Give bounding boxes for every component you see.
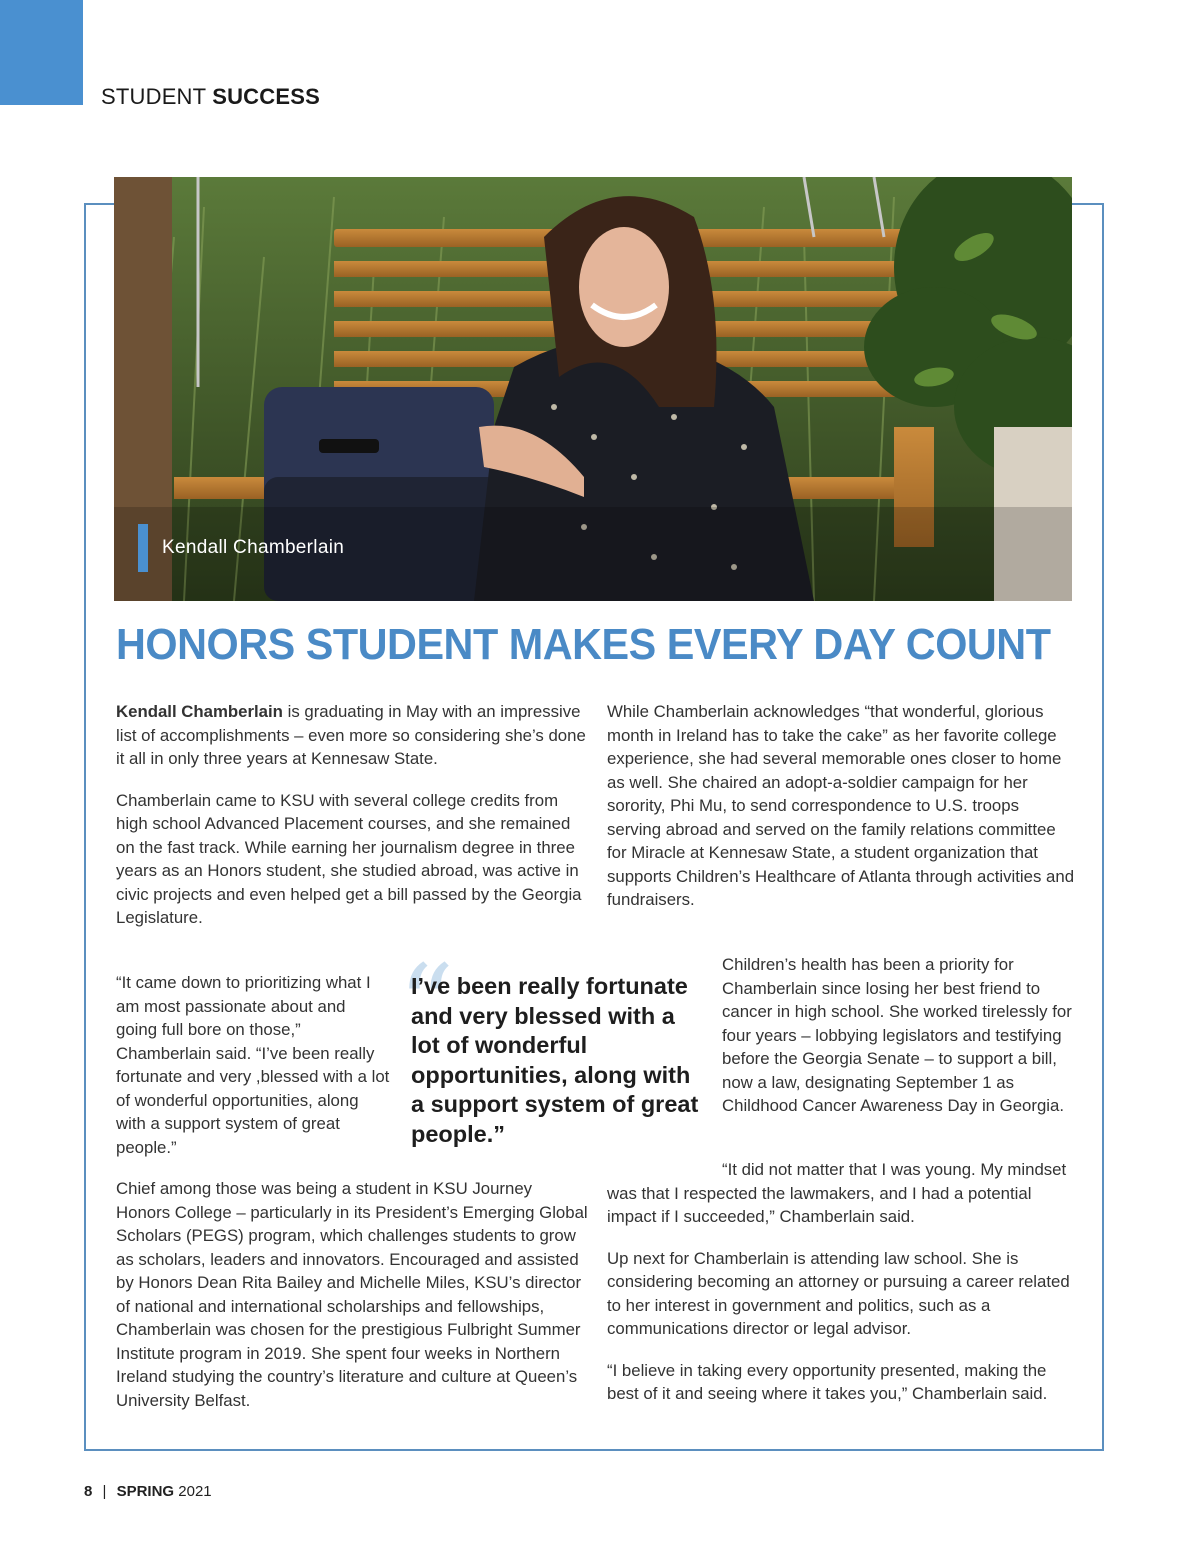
- column-left-top: [116, 700, 588, 930]
- caption-text: Kendall Chamberlain: [162, 537, 345, 558]
- column-right-bottom: [607, 1158, 1077, 1406]
- paragraph-8: Up next for Chamberlain is attending law school. She is considering becoming an attorney or pursuing a career related to her interest in government and politics, such as a communications director or legal advisor.: [607, 1248, 1070, 1338]
- paragraph-6: Children’s health has been a priority for Chamberlain since losing her best friend to cancer in high school. She worked tirelessly for four years – lobbying legislators and testifying before the Georgia Senate – to support a bill, now a law, designating September 1 as Childhood Cancer Awareness Day in Georgia.: [722, 955, 1072, 1115]
- column-right-top: [607, 700, 1077, 912]
- intro-paragraph: [116, 700, 588, 771]
- pull-quote: I’ve been really fortunate and very blessed with a lot of wonderful opportunities, along with a support system of great people.”: [411, 973, 699, 1147]
- corner-accent-block: [0, 0, 83, 105]
- footer-separator: |: [102, 1483, 107, 1500]
- page-footer: [84, 1483, 212, 1500]
- footer-year: 2021: [178, 1483, 212, 1500]
- footer-season: SPRING: [116, 1483, 175, 1500]
- column-left-bottom: [116, 1177, 588, 1412]
- column-left-narrow: [116, 971, 391, 1159]
- photo-caption: [138, 524, 344, 572]
- section-label-bold: SUCCESS: [212, 84, 320, 109]
- column-right-mid: [722, 953, 1082, 1118]
- paragraph-9: “I believe in taking every opportunity presented, making the best of it and seeing where it takes you,” Chamberlain said.: [607, 1360, 1048, 1403]
- intro-name: Kendall Chamberlain: [116, 702, 283, 721]
- quote-mark-icon: “: [398, 941, 455, 1069]
- section-label: [101, 84, 320, 110]
- paragraph-2: Chamberlain came to KSU with several college credits from high school Advanced Placement courses, and she remained on the fast track. While earning her journalism degree in three years as an Honors student, she studied abroad, was active in civic projects and even helped get a bill passed by the Georgia Legislature.: [116, 790, 582, 927]
- page-number: 8: [84, 1483, 93, 1500]
- paragraph-4: Chief among those was being a student in KSU Journey Honors College – particularly in its President’s Emerging Global Scholars (PEGS) program, which challenges students to grow as scholars, leaders and innovators. Encouraged and assisted by Honors Dean Rita Bailey and Michelle Miles, KSU’s director of national and international scholarships and fellowships, Chamberlain was chosen for the prestigious Fulbright Summer Institute program in 2019. She spent four weeks in Northern Ireland studying the country’s literature and culture at Queen’s University Belfast.: [116, 1179, 588, 1410]
- article-headline: HONORS STUDENT MAKES EVERY DAY COUNT: [116, 620, 1051, 669]
- section-label-light: STUDENT: [101, 84, 206, 109]
- paragraph-7: “It did not matter that I was young. My mindset was that I respected the lawmakers, and I had a potential impact if I succeeded,” Chamberlain said.: [607, 1160, 1067, 1226]
- paragraph-5: While Chamberlain acknowledges “that wonderful, glorious month in Ireland has to take the cake” as her favorite college experience, she had several memorable ones closer to home as well. She chaired an adopt-a-soldier campaign for her sorority, Phi Mu, to send correspondence to U.S. troops serving abroad and served on the family relations committee for Miracle at Kennesaw State, a student organization that supports Children’s Healthcare of Atlanta through activities and fundraisers.: [607, 702, 1075, 909]
- paragraph-3: “It came down to prioritizing what I am most passionate about and going full bore on those,” Chamberlain said. “I’ve been really fortunate and very ,blessed with a lot of wonderful opportunities, along with a support system of great people.”: [116, 973, 390, 1157]
- caption-accent-bar: [138, 524, 148, 572]
- intro-text: is graduating in May with an impressive list of accomplishments – even more so considering she’s done it all in only three years at Kennesaw State.: [116, 702, 586, 768]
